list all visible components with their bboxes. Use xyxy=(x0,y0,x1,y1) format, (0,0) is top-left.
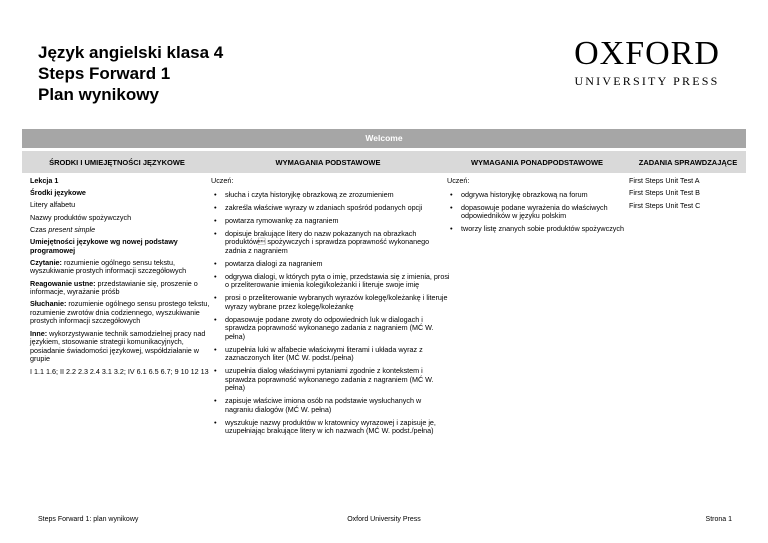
czas-value: present simple xyxy=(48,224,96,234)
column-zadania xyxy=(629,177,749,214)
column-srodki xyxy=(30,177,215,380)
list-item: • uzupełnia luki w alfabecie właściwymi literami i układa wyraz z zaznaczonych liter (MĆ W. podst./pełna) xyxy=(211,346,451,363)
list-item: • dopasowuje podane wyrażenia do właściwych odpowiedników w języku polskim xyxy=(447,204,632,221)
header-ponadpodstawowe: WYMAGANIA PONADPODSTAWOWE xyxy=(470,157,604,167)
list-item: • uzupełnia dialog właściwymi pytaniami zgodnie z kontekstem i sprawdza poprawność wykonanego zadania z nagraniem (MĆ W. pełna) xyxy=(211,367,451,393)
list-item: • odgrywa dialogi, w których pyta o imię, przedstawia się z imienia, prosi o przeliterowanie imienia kolegi/koleżanki i literuje swoje imię xyxy=(211,273,451,290)
curriculum-codes: I 1.1 1.6; II 2.2 2.3 2.4 3.1 3.2; IV 6.1 6.5 6.7; 9 10 12 13 xyxy=(30,366,209,376)
list-item: • dopisuje brakujące litery do nazw pokazanych na obrazkach produktów spożywczych i sprawdza poprawność wykonanego zadnia z nagraniem xyxy=(211,230,451,256)
footer-left: Steps Forward 1: plan wynikowy xyxy=(38,516,139,523)
nazwy-text: Nazwy produktów spożywczych xyxy=(30,212,132,222)
document-title xyxy=(38,42,223,105)
list-item: • odgrywa historyjkę obrazkową na forum xyxy=(447,191,632,200)
title-line-subject: Język angielski klasa 4 xyxy=(38,43,224,62)
list-item: • powtarza dialogi za nagraniem xyxy=(211,260,451,269)
czas-label: Czas xyxy=(30,224,49,234)
ponadpodstawowe-list xyxy=(447,191,632,234)
reagowanie-text xyxy=(30,280,215,297)
oxford-logo xyxy=(562,36,732,88)
title-line-course: Steps Forward 1 xyxy=(38,64,171,83)
list-item: • zakreśla właściwe wyrazy w zdaniach spośród podanych opcji xyxy=(211,204,451,213)
column-podstawowe xyxy=(211,177,451,440)
czas-text xyxy=(30,226,215,235)
litery-text: Litery alfabetu xyxy=(30,200,76,210)
test-item: First Steps Unit Test C xyxy=(629,200,701,210)
list-item: • zapisuje właściwe imiona osób na podstawie wysłuchanych w nagraniu dialogów (MĆ W. pełna) xyxy=(211,397,451,414)
podstawowe-intro: Uczeń: xyxy=(211,176,234,185)
umiejetnosci-heading: Umiejętności językowe wg nowej podstawy programowej xyxy=(30,236,178,255)
list-item: • dopasowuje podane zwroty do odpowiednich luk w dialogach i sprawdza poprawność wykonanego zadania z nagraniem (MĆ W. pełna) xyxy=(211,316,451,342)
footer-page-number: Strona 1 xyxy=(705,516,732,523)
logo-brand: OXFORD xyxy=(574,35,720,72)
title-line-plan: Plan wynikowy xyxy=(38,85,159,104)
list-item: • słucha i czyta historyjkę obrazkową ze zrozumieniem xyxy=(211,191,451,200)
logo-press: UNIVERSITY PRESS xyxy=(574,74,720,88)
table-header-row xyxy=(22,151,746,173)
test-item: First Steps Unit Test A xyxy=(629,176,700,185)
ponadpodstawowe-intro: Uczeń: xyxy=(447,176,470,185)
sluchanie-text xyxy=(30,300,215,326)
header-podstawowe: WYMAGANIA PODSTAWOWE xyxy=(275,157,381,167)
czytanie-body: rozumienie ogólnego sensu tekstu, wyszukiwanie prostych informacji szczegółowych xyxy=(30,257,187,276)
reagowanie-body: przedstawianie się, proszenie o informacje, wyrażanie próśb xyxy=(30,278,198,297)
list-item: • prosi o przeliterowanie wybranych wyrazów kolegę/koleżankę i literuje wyrazy wybrane przez kolegę/koleżankę xyxy=(211,294,451,311)
header-zadania: ZADANIA SPRAWDZAJĄCE xyxy=(638,157,738,167)
lesson-label: Lekcja 1 xyxy=(30,176,59,185)
sluchanie-body: rozumienie ogólnego sensu prostego tekstu, rozumienie zwrotów dnia codziennego, wyszukiwanie prostych informacji szczegółowych xyxy=(30,299,210,326)
list-item: • tworzy listę znanych sobie produktów spożywczych xyxy=(447,225,632,234)
section-title-bar: Welcome xyxy=(22,129,746,148)
test-item: First Steps Unit Test B xyxy=(629,188,700,198)
inne-body: wykorzystywanie technik samodzielnej pracy nad językiem, stosowanie strategii komunikacyjnych, posiadanie świadomości językowej, współdziałanie w grupie xyxy=(30,328,206,364)
footer-center: Oxford University Press xyxy=(347,516,421,523)
czytanie-text xyxy=(30,259,215,276)
srodki-heading: Środki językowe xyxy=(30,188,86,198)
header-srodki: ŚRODKI I UMIEJĘTNOŚCI JĘZYKOWE xyxy=(49,157,185,167)
czytanie-label: Czytanie: xyxy=(30,257,62,267)
list-item: • wyszukuje nazwy produktów w kratownicy wyrazowej i zapisuje je, uzupełniając brakujące litery w ich nazwach (MĆ W. podst./pełna) xyxy=(211,419,451,436)
column-ponadpodstawowe xyxy=(447,177,632,238)
inne-label: Inne: xyxy=(30,328,48,338)
inne-text xyxy=(30,330,215,364)
list-item: • powtarza rymowankę za nagraniem xyxy=(211,217,451,226)
sluchanie-label: Słuchanie: xyxy=(30,299,67,309)
podstawowe-list xyxy=(211,191,451,436)
reagowanie-label: Reagowanie ustne: xyxy=(30,278,96,288)
